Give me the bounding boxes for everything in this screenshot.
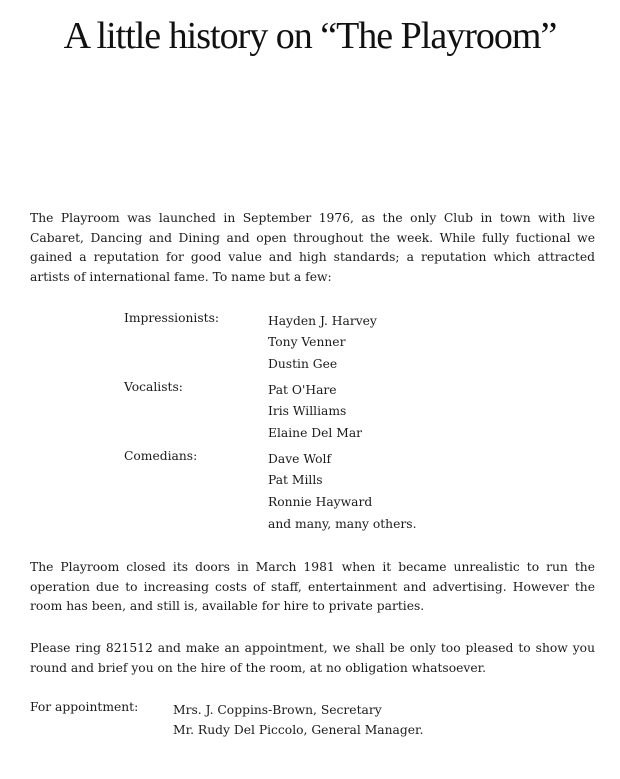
contact-people [173,700,423,740]
contact-label: For appointment: [30,700,139,714]
artist-category-label: Impressionists: [124,311,220,325]
closing-paragraph: The Playroom closed its doors in March 1981 when it became unrealistic to run the operation due to increasing costs of staff, entertainment and advertising. However the room has been, and still is, available for hire to private parties. [30,560,595,614]
contact-person: Mr. Rudy Del Piccolo, General Manager. [173,723,424,737]
artist-name: Dustin Gee [268,356,338,371]
others-note: and many, many others. [268,517,417,531]
artist-names [268,449,372,513]
appointment-paragraph: Please ring 821512 and make an appointment, we shall be only too pleased to show you round and brief you on the hire of the room, at no obligation whatsoever. [30,641,595,675]
artist-name: Elaine Del Mar [268,425,363,440]
intro-paragraph: The Playroom was launched in September 1976, as the only Club in town with live Cabaret, Dancing and Dining and open throughout the week. While fully fuctional we gained a reputation for good value and high standards; a reputation which attracted artists of international fame. To name but a few: [30,211,595,284]
artist-list [124,311,544,518]
artist-name: Tony Venner [268,335,346,350]
artist-category-label: Vocalists: [124,380,183,394]
artist-category-label: Comedians: [124,449,198,463]
artist-name: Dave Wolf [268,452,332,466]
artist-name: Hayden J. Harvey [268,314,377,328]
artist-group-impressionists [124,311,544,380]
contact-person: Mrs. J. Coppins-Brown, Secretary [173,703,382,717]
artist-group-comedians [124,449,544,518]
artist-names [268,380,362,444]
artist-name: Pat O'Hare [268,383,337,397]
page-title: A little history on “The Playroom” [63,15,557,57]
artist-names [268,311,377,375]
artist-name: Ronnie Hayward [268,494,373,509]
artist-name: Iris Williams [268,404,347,419]
artist-name: Pat Mills [268,473,323,488]
artist-group-vocalists [124,380,544,449]
